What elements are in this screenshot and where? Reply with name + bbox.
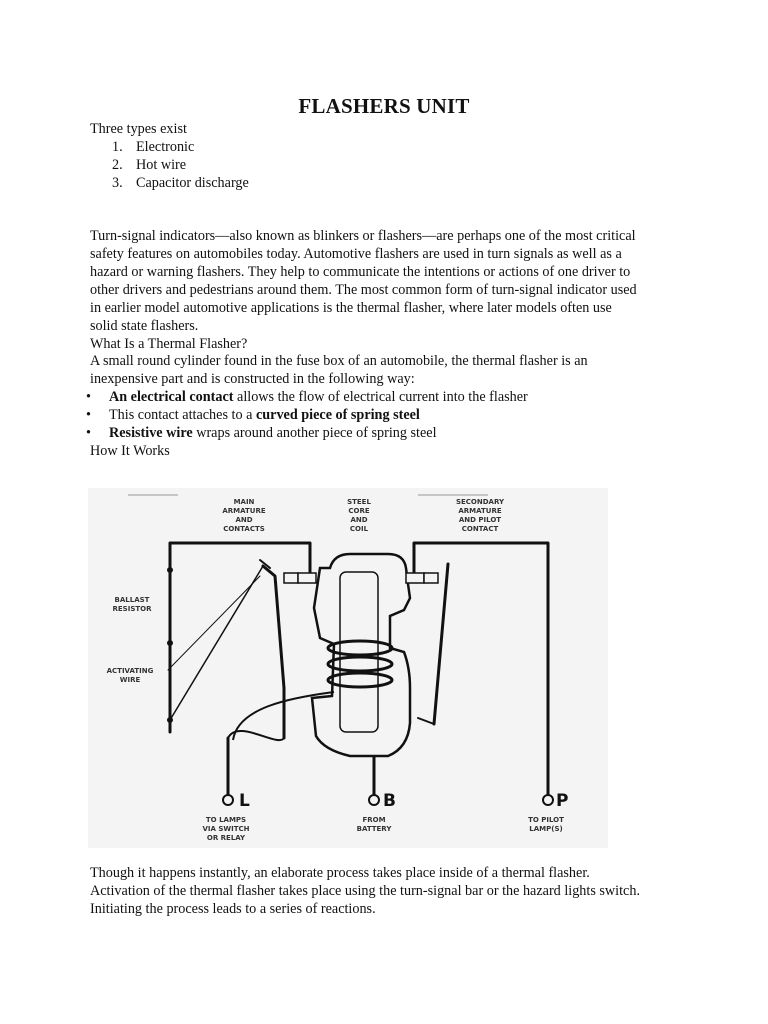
contact-point	[298, 573, 316, 583]
label-line: CONTACT	[461, 525, 499, 533]
paragraph-line: A small round cylinder found in the fuse box of an automobile, the thermal flasher is an	[90, 353, 588, 369]
document-title: FLASHERS UNIT	[298, 94, 470, 118]
terminal-letter: L	[239, 791, 250, 811]
type-item	[112, 156, 186, 174]
thermal-paragraph	[90, 352, 690, 388]
bullet-item	[86, 388, 528, 406]
to-pilot-label	[528, 816, 564, 833]
label-line: BATTERY	[356, 825, 392, 833]
label-line: ARMATURE	[222, 507, 266, 515]
bullet-item	[86, 406, 420, 424]
label-line: CONTACTS	[223, 525, 265, 533]
terminal-circle	[223, 795, 233, 805]
label-line: FROM	[362, 816, 386, 824]
paragraph-line: Though it happens instantly, an elaborate process takes place inside of a thermal flasher.	[90, 865, 590, 881]
type-text: Electronic	[136, 139, 195, 155]
label-line: COIL	[349, 525, 369, 533]
label-line: ARMATURE	[458, 507, 502, 515]
type-item	[112, 174, 249, 192]
how-it-works-paragraph	[90, 864, 690, 918]
terminal-letter: B	[383, 791, 396, 811]
types-intro: Three types exist	[90, 121, 187, 137]
resistor-node	[168, 568, 173, 573]
ballast-resistor-label	[113, 596, 153, 613]
bullet-bold: Resistive wire	[109, 425, 193, 441]
secondary-armature-label	[456, 498, 505, 533]
bullet-icon: •	[86, 425, 91, 441]
bullet-text: allows the flow of electrical current into the flasher	[233, 389, 528, 405]
heading-thermal-flasher: What Is a Thermal Flasher?	[90, 336, 248, 352]
to-lamps-label	[202, 816, 249, 842]
contact-point	[406, 573, 424, 583]
terminal-circle	[369, 795, 379, 805]
label-line: TO PILOT	[528, 816, 564, 824]
label-line: AND	[350, 516, 368, 524]
label-line: VIA SWITCH	[202, 825, 250, 833]
paragraph-line: solid state flashers.	[90, 318, 199, 334]
label-line: STEEL	[347, 498, 371, 506]
type-number: 2.	[112, 157, 123, 173]
heading-how-it-works: How It Works	[90, 443, 170, 459]
paragraph-line: other drivers and pedestrians around them. The most common form of turn-signal indicator used	[90, 282, 637, 298]
label-line: OR RELAY	[206, 834, 246, 842]
label-line: CORE	[348, 507, 370, 515]
paragraph-line: Turn-signal indicators—also known as blinkers or flashers—are perhaps one of the most critical	[90, 228, 636, 244]
bullet-item	[86, 424, 437, 442]
bullet-bold: An electrical contact	[109, 389, 234, 405]
paragraph-line: Initiating the process leads to a series of reactions.	[90, 901, 376, 917]
label-line: WIRE	[119, 676, 141, 684]
intro-paragraph	[90, 227, 690, 335]
bullet-icon: •	[86, 407, 91, 423]
paragraph-line: inexpensive part and is constructed in the following way:	[90, 371, 415, 387]
terminal-circle	[543, 795, 553, 805]
bullet-text: wraps around another piece of spring steel	[192, 425, 437, 441]
label-line: MAIN	[233, 498, 255, 506]
paragraph-line: in earlier model automotive applications is the thermal flasher, where later models often use	[90, 300, 612, 316]
label-line: AND PILOT	[458, 516, 502, 524]
label-line: AND	[235, 516, 253, 524]
paragraph-line: Activation of the thermal flasher takes place using the turn-signal bar or the hazard lights switch.	[90, 883, 640, 899]
label-line: TO LAMPS	[205, 816, 247, 824]
bullet-text: This contact attaches to a	[109, 407, 256, 423]
bullet-icon: •	[86, 389, 91, 405]
contact-point	[424, 573, 438, 583]
type-text: Hot wire	[136, 157, 187, 173]
type-item	[112, 138, 194, 156]
terminal-letter: P	[556, 791, 569, 811]
resistor-node	[168, 641, 173, 646]
label-line: ACTIVATING	[106, 667, 154, 675]
label-line: BALLAST	[114, 596, 150, 604]
paragraph-line: safety features on automobiles today. Automotive flashers are used in turn signals as well as a	[90, 246, 622, 262]
label-line: SECONDARY	[455, 498, 505, 506]
type-number: 3.	[112, 175, 123, 191]
thermal-flasher-diagram	[88, 488, 608, 848]
paragraph-line: hazard or warning flashers. They help to communicate the intentions or actions of one driver to	[90, 264, 631, 280]
label-line: LAMP(S)	[529, 825, 563, 833]
type-number: 1.	[112, 139, 123, 155]
label-line: RESISTOR	[112, 605, 152, 613]
bullet-bold: curved piece of spring steel	[255, 407, 420, 423]
type-text: Capacitor discharge	[136, 175, 249, 191]
contact-point	[284, 573, 298, 583]
